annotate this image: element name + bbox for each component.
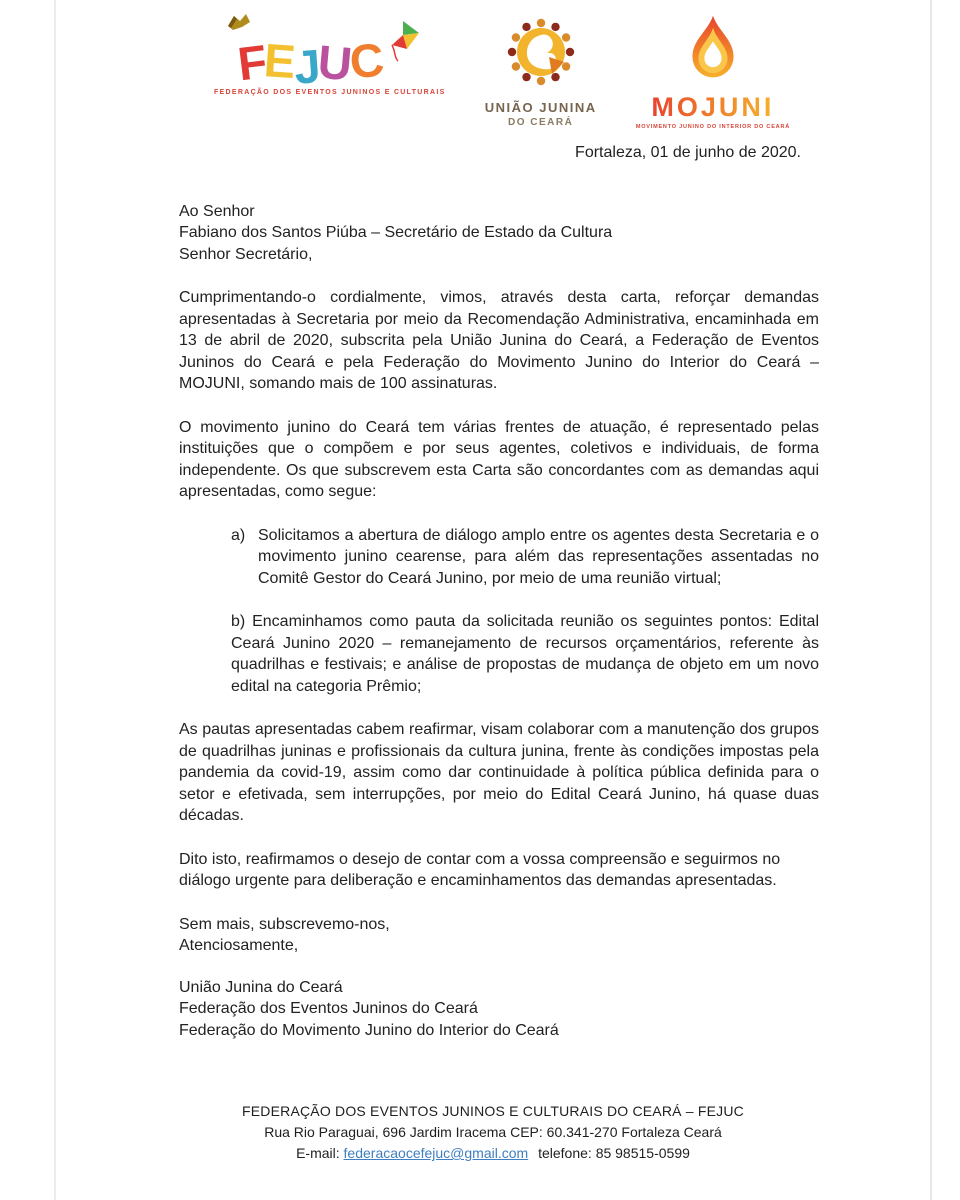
paragraph-movement: O movimento junino do Ceará tem várias frentes de atuação, é representado pelas instituições que o compõem e por seus agentes, coletivos e individuais, de forma independente. Os que subscrevem esta Carta são concordantes com as demandas aqui apresentadas, como segue: (179, 418, 819, 500)
closing-line: Sem mais, subscrevemo-nos, (179, 915, 390, 933)
demand-list (231, 525, 819, 698)
fejuc-tagline: FEDERAÇÃO DOS EVENTOS JUNINOS E CULTURAIS (214, 89, 446, 96)
list-marker-b: b) (231, 613, 253, 630)
list-item-b (231, 611, 819, 697)
list-item-b-text: Encaminhamos como pauta da solicitada reunião os seguintes pontos: Edital Ceará Junino 2020 – remanejamento de recursos orçamentários, referente às quadrilhas e festivais; e análise de propostas de mudança de objeto em um novo edital na categoria Prêmio; (231, 613, 820, 695)
signatory: Federação dos Eventos Juninos do Ceará (179, 1000, 478, 1017)
signatory: Federação do Movimento Junino do Interior do Ceará (179, 1021, 559, 1039)
closing-line: Atenciosamente, (179, 937, 299, 954)
footer-contact (56, 1143, 930, 1164)
phone-number: 85 98515-0599 (595, 1145, 690, 1161)
mojuni-tagline: MOVIMENTO JUNINO DO INTERIOR DO CEARÁ (635, 124, 790, 130)
recipient-line: Fabiano dos Santos Piúba – Secretário de Estado da Cultura (179, 224, 613, 241)
email-label: E-mail: (296, 1145, 340, 1161)
sun-mandala-icon (505, 16, 577, 93)
signatories-block (179, 977, 819, 1042)
fejuc-letter-c: C (346, 32, 385, 89)
letterhead (56, 0, 930, 130)
letter-content (56, 142, 930, 1041)
recipient-line: Senhor Secretário, (179, 245, 313, 263)
footer-address: Rua Rio Paraguai, 696 Jardim Iracema CEP: 60.341-270 Fortaleza Ceará (264, 1124, 722, 1140)
fejuc-letter-f: F (234, 34, 268, 91)
paragraph-dito-isto: Dito isto, reafirmamos o desejo de contar com a vossa compreensão e seguirmos no diálogo urgente para deliberação e encaminhamentos das demandas apresentadas. (179, 850, 781, 889)
phone-label: telefone: (538, 1145, 592, 1161)
email-link[interactable]: federacaocefejuc@gmail.com (343, 1145, 529, 1161)
closing-block (179, 914, 819, 957)
fejuc-letter-e: E (262, 33, 296, 88)
fejuc-letter-j: J (292, 39, 321, 94)
list-item-a (231, 525, 819, 590)
list-item-a-text: Solicitamos a abertura de diálogo amplo entre os agentes desta Secretaria e o movimento junino cearense, para além das representações assentadas no Comitê Gestor do Ceará Junino, por meio de uma reunião virtual; (258, 526, 819, 587)
kite-icon (384, 19, 422, 68)
uniao-junina-name: UNIÃO JUNINA (484, 100, 597, 115)
flame-icon (685, 14, 741, 91)
recipient-block (179, 201, 819, 266)
mojuni-name: MOJUNI (651, 92, 775, 122)
letter-page (54, 0, 932, 1200)
footer (56, 1101, 930, 1164)
footer-org-name: FEDERAÇÃO DOS EVENTOS JUNINOS E CULTURAIS DO CEARÁ – FEJUC (242, 1103, 744, 1119)
letter-date: Fortaleza, 01 de junho de 2020. (575, 144, 801, 161)
list-marker-a: a) (231, 526, 246, 544)
signatory: União Junina do Ceará (179, 978, 343, 996)
fejuc-logo (214, 14, 446, 96)
uniao-junina-subname: DO CEARÁ (508, 117, 574, 128)
fejuc-letter-u: U (315, 34, 353, 91)
recipient-line: Ao Senhor (179, 202, 255, 220)
mojuni-logo (636, 14, 790, 130)
paragraph-greeting: Cumprimentando-o cordialmente, vimos, através desta carta, reforçar demandas apresentadas à Secretaria por meio da Recomendação Administrativa, encaminhada em 13 de abril de 2020, subscrita pela União Junina do Ceará, a Federação de Eventos Juninos do Ceará e pela Federação do Movimento Junino do Interior do Ceará – MOJUNI, somando mais de 100 assinaturas. (179, 289, 819, 392)
uniao-junina-logo (485, 14, 597, 128)
paragraph-pautas: As pautas apresentadas cabem reafirmar, visam colaborar com a manutenção dos grupos de quadrilhas juninas e profissionais da cultura junina, frente às condições impostas pela pandemia da covid-19, assim como dar continuidade à política pública definida para o setor e efetivada, sem interrupções, por meio do Edital Ceará Junino, há quase duas décadas. (179, 721, 819, 824)
straw-hat-icon (224, 12, 254, 39)
